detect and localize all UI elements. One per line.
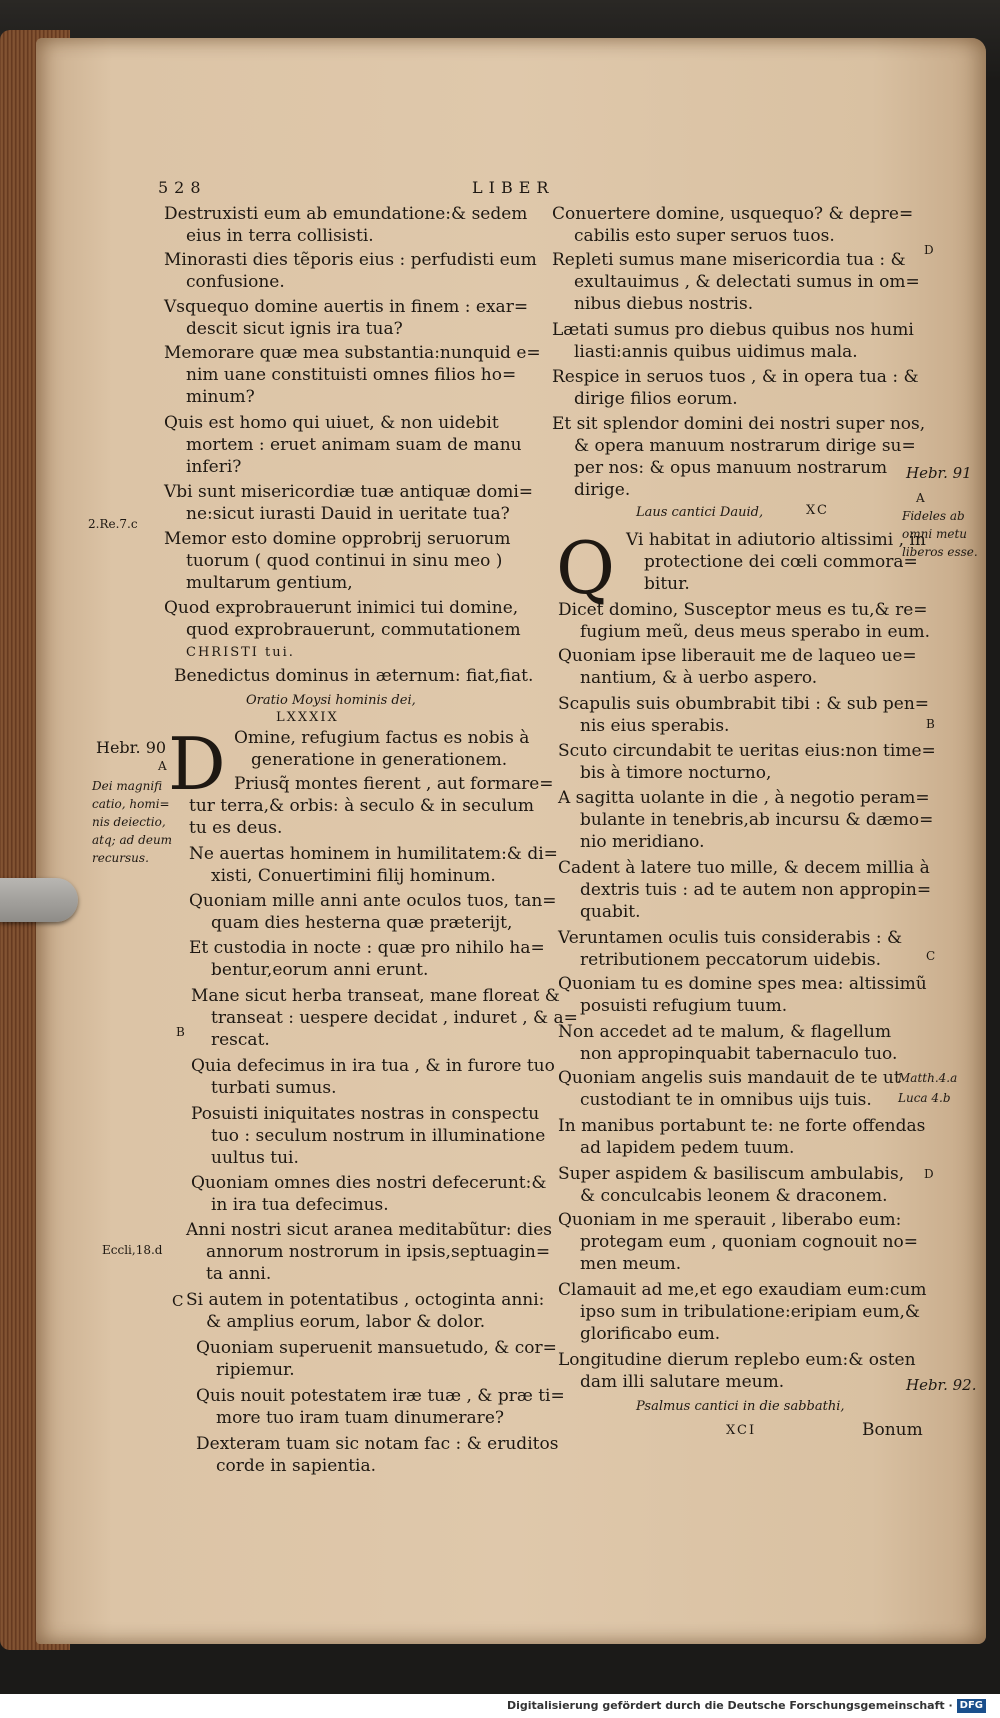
text-line: Quoniam superuenit mansuetudo, & cor= — [196, 1338, 557, 1358]
margin-section-letter: D — [924, 243, 934, 257]
text-line: bulante in tenebris,ab incursu & dæmo= — [580, 810, 934, 830]
text-line: mortem : eruet animam suam de manu — [186, 435, 522, 455]
text-line: Memorare quæ mea substantia:nunquid e= — [164, 343, 541, 363]
text-line: nantium, & à uerbo aspero. — [580, 668, 818, 688]
text-line: CHRISTI tui. — [186, 645, 295, 660]
text-line: xisti, Conuertimini filij hominum. — [211, 866, 496, 886]
digitization-footer — [0, 1694, 1000, 1718]
text-line: Vi habitat in adiutorio altissimi , in — [626, 530, 926, 550]
text-line: quam dies hesterna quæ præterijt, — [211, 913, 513, 933]
margin-reference: Luca 4.b — [898, 1091, 951, 1105]
text-line: generatione in generationem. — [251, 750, 508, 770]
text-line: Scuto circundabit te ueritas eius:non time= — [558, 741, 936, 761]
text-line: Et sit splendor domini dei nostri super nos, — [552, 414, 926, 434]
margin-reference: Eccli,18.d — [102, 1243, 163, 1257]
text-line: Anni nostri sicut aranea meditabũtur: dies — [186, 1220, 552, 1240]
text-line: multarum gentium, — [186, 573, 353, 593]
text-line: uultus tui. — [211, 1148, 299, 1168]
text-line: ripiemur. — [216, 1360, 295, 1380]
text-line: bentur,eorum anni erunt. — [211, 960, 429, 980]
text-line: non appropinquabit tabernaculo tuo. — [580, 1044, 898, 1064]
text-line: in ira tua defecimus. — [211, 1195, 389, 1215]
text-line: retributionem peccatorum uidebis. — [580, 950, 882, 970]
text-line: dirige filios eorum. — [574, 389, 738, 409]
text-line: Dicet domino, Susceptor meus es tu,& re= — [558, 600, 928, 620]
margin-reference: Hebr. 91 — [906, 464, 972, 482]
text-line: Et custodia in nocte : quæ pro nihilo ha= — [189, 938, 545, 958]
text-line: quod exprobrauerunt, commutationem — [186, 620, 521, 640]
text-line: tuo : seculum nostrum in illuminatione — [211, 1126, 546, 1146]
text-line: quabit. — [580, 902, 641, 922]
text-line: dam illi salutare meum. — [580, 1372, 785, 1392]
text-line: Priusq̃ montes fierent , aut formare= — [234, 774, 554, 794]
text-line: Repleti sumus mane misericordia tua : & — [552, 250, 906, 270]
text-line: Si autem in potentatibus , octoginta anni: — [186, 1290, 545, 1310]
text-line: per nos: & opus manuum nostrarum — [574, 458, 888, 478]
text-line: more tuo iram tuam dinumerare? — [216, 1408, 504, 1428]
text-line: Quia defecimus in ira tua , & in furore tuo — [191, 1056, 555, 1076]
psalm-number: XCI — [726, 1423, 757, 1438]
text-line: nis eius sperabis. — [580, 716, 730, 736]
text-line: & amplius eorum, labor & dolor. — [206, 1312, 486, 1332]
text-line: men meum. — [580, 1254, 682, 1274]
text-line: liasti:annis quibus uidimus mala. — [574, 342, 858, 362]
text-line: Quoniam angelis suis mandauit de te ut — [558, 1068, 901, 1088]
dfg-logo: DFG — [957, 1699, 986, 1713]
text-line: inferi? — [186, 457, 242, 477]
text-line: In manibus portabunt te: ne forte offendas — [558, 1116, 926, 1136]
text-line: Clamauit ad me,et ego exaudiam eum:cum — [558, 1280, 927, 1300]
text-line: dextris tuis : ad te autem non appropin= — [580, 880, 932, 900]
text-line: Respice in seruos tuos , & in opera tua : & — [552, 367, 919, 387]
text-line: & conculcabis leonem & draconem. — [580, 1186, 888, 1206]
text-line: Longitudine dierum replebo eum:& osten — [558, 1350, 916, 1370]
text-line: descit sicut ignis ira tua? — [186, 319, 403, 339]
text-line: Quoniam in me sperauit , liberabo eum: — [558, 1210, 902, 1230]
text-line: Conuertere domine, usquequo? & depre= — [552, 204, 914, 224]
psalm-number: LXXXIX — [276, 710, 339, 725]
text-line: ipso sum in tribulatione:eripiam eum,& — [580, 1302, 920, 1322]
text-line: Lætati sumus pro diebus quibus nos humi — [552, 320, 914, 340]
margin-gloss: recursus. — [92, 851, 149, 865]
text-line: corde in sapientia. — [216, 1456, 377, 1476]
margin-section-letter: A — [916, 491, 925, 505]
text-line: annorum nostrorum in ipsis,septuagin= — [206, 1242, 551, 1262]
margin-section-letter: C — [172, 1292, 184, 1310]
text-line: Benedictus dominus in æternum: fiat,fiat. — [174, 666, 534, 686]
margin-gloss: catio, homi= — [92, 797, 170, 811]
text-line: fugium meũ, deus meus sperabo in eum. — [580, 622, 931, 642]
text-line: Quoniam omnes dies nostri defecerunt:& — [191, 1173, 547, 1193]
text-line: confusione. — [186, 272, 285, 292]
margin-section-letter: A — [158, 759, 167, 773]
margin-gloss: Fideles ab — [902, 509, 965, 523]
bookmark-tab — [0, 878, 78, 922]
psalm-title: Psalmus cantici in die sabbathi, — [636, 1399, 845, 1414]
margin-gloss: atq; ad deum — [92, 833, 173, 847]
running-title: LIBER — [472, 178, 555, 197]
drop-capital: Q — [556, 526, 616, 610]
text-line: Cadent à latere tuo mille, & decem millia à — [558, 858, 930, 878]
margin-section-letter: B — [926, 717, 935, 731]
text-line: glorificabo eum. — [580, 1324, 721, 1344]
text-line: eius in terra collisisti. — [186, 226, 374, 246]
catchword: Bonum — [862, 1420, 923, 1440]
text-line: posuisti refugium tuum. — [580, 996, 788, 1016]
text-line: Minorasti dies tẽporis eius : perfudisti eum — [164, 250, 537, 270]
text-line: tur terra,& orbis: à seculo & in seculum — [189, 796, 535, 816]
book-page — [36, 38, 986, 1644]
text-line: Quoniam mille anni ante oculos tuos, tan= — [189, 891, 557, 911]
text-line: ad lapidem pedem tuum. — [580, 1138, 795, 1158]
page-number: 528 — [158, 178, 207, 197]
drop-capital: D — [168, 722, 226, 806]
margin-section-letter: D — [924, 1167, 934, 1181]
margin-section-letter: C — [926, 949, 936, 963]
text-line: bitur. — [644, 574, 690, 594]
text-line: exultauimus , & delectati sumus in om= — [574, 272, 920, 292]
text-line: cabilis esto super seruos tuos. — [574, 226, 835, 246]
text-line: ne:sicut iurasti Dauid in ueritate tua? — [186, 504, 510, 524]
text-line: Quis est homo qui uiuet, & non uidebit — [164, 413, 499, 433]
text-line: Non accedet ad te malum, & flagellum — [558, 1022, 892, 1042]
text-line: nio meridiano. — [580, 832, 705, 852]
margin-reference: Hebr. 92. — [906, 1376, 977, 1394]
text-line: protectione dei cœli commora= — [644, 552, 918, 572]
psalm-number: XC — [806, 503, 829, 518]
text-line: Vsquequo domine auertis in finem : exar= — [164, 297, 529, 317]
text-line: rescat. — [211, 1030, 270, 1050]
text-line: minum? — [186, 387, 255, 407]
text-line: Quod exprobrauerunt inimici tui domine, — [164, 598, 519, 618]
text-line: Quis nouit potestatem iræ tuæ , & præ ti= — [196, 1386, 565, 1406]
psalm-title: Oratio Moysi hominis dei, — [246, 693, 416, 708]
text-line: & opera manuum nostrarum dirige su= — [574, 436, 916, 456]
text-line: nim uane constituisti omnes filios ho= — [186, 365, 517, 385]
text-line: Destruxisti eum ab emundatione:& sedem — [164, 204, 528, 224]
text-line: transeat : uespere decidat , induret , & a= — [211, 1008, 578, 1028]
margin-reference: Matth.4.a — [898, 1071, 958, 1085]
margin-gloss: liberos esse. — [902, 545, 978, 559]
text-line: Mane sicut herba transeat, mane floreat & — [191, 986, 560, 1006]
text-line: ta anni. — [206, 1264, 272, 1284]
text-line: bis à timore nocturno, — [580, 763, 772, 783]
text-line: Omine, refugium factus es nobis à — [234, 728, 530, 748]
text-line: Memor esto domine opprobrij seruorum — [164, 529, 511, 549]
footer-text: Digitalisierung gefördert durch die Deutsche Forschungsgemeinschaft · — [506, 1699, 953, 1712]
margin-reference: Hebr. 90 — [96, 738, 167, 757]
text-line: tu es deus. — [189, 818, 283, 838]
text-line: Super aspidem & basiliscum ambulabis, — [558, 1164, 905, 1184]
text-line: Quoniam ipse liberauit me de laqueo ue= — [558, 646, 917, 666]
margin-reference: 2.Re.7.c — [88, 517, 138, 531]
margin-gloss: omni metu — [902, 527, 968, 541]
text-line: protegam eum , quoniam cognouit no= — [580, 1232, 918, 1252]
text-line: nibus diebus nostris. — [574, 294, 754, 314]
text-line: Veruntamen oculis tuis considerabis : & — [558, 928, 903, 948]
margin-section-letter: B — [176, 1025, 185, 1039]
text-line: custodiant te in omnibus uijs tuis. — [580, 1090, 872, 1110]
psalm-title: Laus cantici Dauid, — [636, 505, 764, 520]
text-line: turbati sumus. — [211, 1078, 337, 1098]
text-line: Scapulis suis obumbrabit tibi : & sub pen= — [558, 694, 930, 714]
text-line: Posuisti iniquitates nostras in conspectu — [191, 1104, 540, 1124]
text-line: Ne auertas hominem in humilitatem:& di= — [189, 844, 558, 864]
text-line: dirige. — [574, 480, 631, 500]
text-line: Dexteram tuam sic notam fac : & eruditos — [196, 1434, 559, 1454]
text-line: A sagitta uolante in die , à negotio peram= — [558, 788, 930, 808]
text-line: Quoniam tu es domine spes mea: altissimũ — [558, 974, 927, 994]
text-line: Vbi sunt misericordiæ tuæ antiquæ domi= — [164, 482, 533, 502]
text-line: tuorum ( quod continui in sinu meo ) — [186, 551, 503, 571]
margin-gloss: nis deiectio, — [92, 815, 166, 829]
margin-gloss: Dei magnifi — [92, 779, 163, 793]
